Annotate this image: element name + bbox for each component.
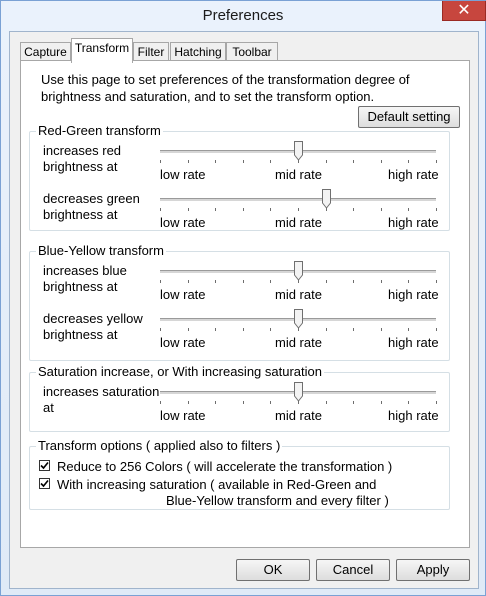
- tab-toolbar[interactable]: Toolbar: [226, 42, 278, 62]
- slider-tick: [436, 208, 437, 211]
- low-rate-label: low rate: [160, 335, 206, 350]
- slider-thumb[interactable]: [294, 261, 303, 281]
- slider-thumb[interactable]: [322, 189, 331, 209]
- low-rate-label: low rate: [160, 287, 206, 302]
- decrease-green-label: decreases green brightness at: [43, 191, 140, 222]
- default-setting-button[interactable]: Default setting: [358, 106, 460, 128]
- high-rate-label: high rate: [388, 215, 439, 230]
- red-green-title: Red-Green transform: [38, 123, 161, 138]
- tab-capture[interactable]: Capture: [20, 42, 71, 62]
- slider-tick: [160, 328, 161, 331]
- mid-rate-label: mid rate: [275, 167, 322, 182]
- increasing-saturation-label: With increasing saturation ( available in Red-Green and: [57, 477, 377, 492]
- decrease-yellow-slider[interactable]: [160, 302, 439, 350]
- intro-text: Use this page to set preferences of the transformation degree of brightness and saturation, and to set the transform option.: [41, 72, 410, 104]
- increase-red-label: increases red brightness at: [43, 143, 122, 174]
- slider-tick: [436, 401, 437, 404]
- increase-saturation-slider[interactable]: [160, 375, 439, 423]
- slider-thumb[interactable]: [294, 382, 303, 402]
- slider-thumb[interactable]: [294, 309, 303, 329]
- low-rate-label: low rate: [160, 215, 206, 230]
- increasing-saturation-checkbox[interactable]: [39, 478, 50, 489]
- ok-button[interactable]: OK: [236, 559, 310, 581]
- saturation-title: Saturation increase, or With increasing saturation: [38, 364, 322, 379]
- saturation-group: [29, 364, 450, 432]
- slider-tick: [188, 160, 189, 163]
- slider-tick: [436, 328, 437, 331]
- slider-tick: [160, 160, 161, 163]
- slider-tick: [215, 328, 216, 331]
- slider-tick: [326, 401, 327, 404]
- slider-tick: [353, 280, 354, 283]
- slider-tick: [298, 280, 299, 283]
- high-rate-label: high rate: [388, 335, 439, 350]
- increase-blue-label: increases blue brightness at: [43, 263, 127, 294]
- slider-tick: [326, 328, 327, 331]
- slider-tick: [270, 328, 271, 331]
- slider-tick: [353, 208, 354, 211]
- increase-blue-slider[interactable]: [160, 254, 439, 302]
- blue-yellow-title: Blue-Yellow transform: [38, 243, 164, 258]
- check-icon: [40, 461, 49, 470]
- tab-hatching[interactable]: Hatching: [170, 42, 226, 62]
- transform-options-group: [29, 438, 450, 510]
- slider-tick: [381, 401, 382, 404]
- slider-tick: [215, 280, 216, 283]
- reduce-colors-checkbox[interactable]: [39, 460, 50, 471]
- slider-tick: [160, 280, 161, 283]
- slider-tick: [243, 328, 244, 331]
- cancel-button[interactable]: Cancel: [316, 559, 390, 581]
- high-rate-label: high rate: [388, 167, 439, 182]
- slider-tick: [408, 160, 409, 163]
- tab-transform[interactable]: Transform: [71, 38, 133, 63]
- low-rate-label: low rate: [160, 408, 206, 423]
- mid-rate-label: mid rate: [275, 408, 322, 423]
- slider-tick: [298, 328, 299, 331]
- slider-tick: [436, 160, 437, 163]
- slider-tick: [298, 401, 299, 404]
- increasing-saturation-label-continued: Blue-Yellow transform and every filter ): [166, 493, 389, 508]
- close-button[interactable]: [442, 1, 486, 21]
- slider-tick: [381, 280, 382, 283]
- title-bar: [1, 1, 485, 31]
- high-rate-label: high rate: [388, 408, 439, 423]
- slider-tick: [188, 401, 189, 404]
- slider-tick: [353, 401, 354, 404]
- transform-options-title: Transform options ( applied also to filters ): [38, 438, 281, 453]
- slider-tick: [381, 160, 382, 163]
- slider-tick: [326, 208, 327, 211]
- slider-tick: [326, 160, 327, 163]
- apply-button[interactable]: Apply: [396, 559, 470, 581]
- slider-tick: [215, 401, 216, 404]
- increase-saturation-label: increases saturation at: [43, 384, 160, 415]
- increase-red-slider[interactable]: [160, 134, 439, 182]
- close-icon: ✕: [457, 2, 471, 19]
- slider-tick: [160, 208, 161, 211]
- slider-tick: [243, 208, 244, 211]
- slider-tick: [381, 208, 382, 211]
- slider-tick: [188, 280, 189, 283]
- slider-tick: [270, 401, 271, 404]
- slider-track: [160, 198, 436, 201]
- mid-rate-label: mid rate: [275, 335, 322, 350]
- slider-tick: [436, 280, 437, 283]
- slider-tick: [326, 280, 327, 283]
- slider-tick: [270, 280, 271, 283]
- slider-tick: [215, 160, 216, 163]
- slider-tick: [381, 328, 382, 331]
- mid-rate-label: mid rate: [275, 215, 322, 230]
- slider-tick: [270, 208, 271, 211]
- slider-tick: [298, 208, 299, 211]
- slider-tick: [408, 280, 409, 283]
- slider-tick: [408, 328, 409, 331]
- slider-tick: [298, 160, 299, 163]
- mid-rate-label: mid rate: [275, 287, 322, 302]
- window-title: Preferences: [202, 7, 284, 24]
- slider-tick: [188, 208, 189, 211]
- slider-tick: [353, 328, 354, 331]
- slider-tick: [243, 280, 244, 283]
- transform-panel: [20, 60, 470, 548]
- blue-yellow-group: [29, 243, 450, 361]
- decrease-green-slider[interactable]: [160, 182, 439, 230]
- slider-thumb[interactable]: [294, 141, 303, 161]
- slider-tick: [353, 160, 354, 163]
- slider-tick: [243, 160, 244, 163]
- red-green-group: [29, 123, 450, 231]
- slider-tick: [215, 208, 216, 211]
- slider-tick: [270, 160, 271, 163]
- decrease-yellow-label: decreases yellow brightness at: [43, 311, 143, 342]
- slider-tick: [160, 401, 161, 404]
- slider-tick: [408, 208, 409, 211]
- slider-tick: [408, 401, 409, 404]
- slider-tick: [243, 401, 244, 404]
- low-rate-label: low rate: [160, 167, 206, 182]
- check-icon: [40, 479, 49, 488]
- dialog-client: [9, 31, 479, 589]
- tab-filter[interactable]: Filter: [133, 42, 169, 62]
- reduce-colors-label: Reduce to 256 Colors ( will accelerate the transformation ): [57, 459, 393, 474]
- high-rate-label: high rate: [388, 287, 439, 302]
- slider-tick: [188, 328, 189, 331]
